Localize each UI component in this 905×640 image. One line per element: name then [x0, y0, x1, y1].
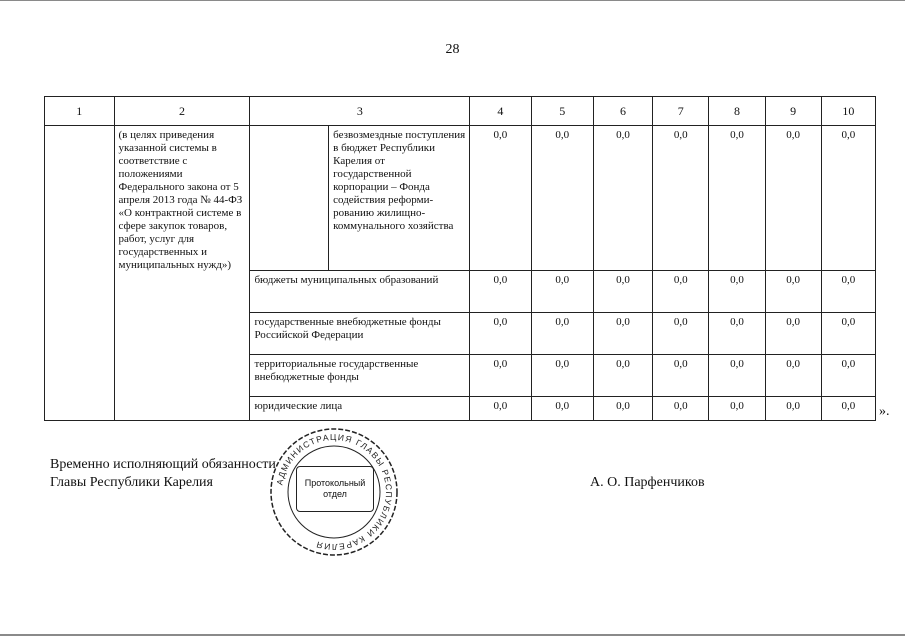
value-cell: 0,0 [531, 271, 593, 313]
scan-edge-bottom [0, 634, 905, 636]
closing-quote-mark: ». [879, 404, 890, 419]
value-cell: 0,0 [653, 355, 709, 397]
row-label: безвозмездные поступления в бюджет Республики Карелия от государственной корпорации – Фонда содействия реформи-рованию жилищно-коммунального хозяйства [329, 126, 470, 271]
header-cell: 3 [250, 97, 470, 126]
value-cell: 0,0 [821, 126, 875, 271]
empty-cell [45, 126, 115, 421]
stamp-inner-line1: Протокольный [304, 478, 366, 488]
value-cell: 0,0 [653, 397, 709, 421]
signer-name: А. О. Парфенчиков [590, 475, 705, 490]
value-cell: 0,0 [821, 397, 875, 421]
signer-title-line1: Временно исполняющий обязанности [50, 457, 276, 472]
header-cell: 9 [765, 97, 821, 126]
value-cell: 0,0 [470, 126, 531, 271]
header-cell: 4 [470, 97, 531, 126]
value-cell: 0,0 [821, 313, 875, 355]
header-cell: 7 [653, 97, 709, 126]
header-cell: 6 [593, 97, 652, 126]
signer-title-line2: Главы Республики Карелия [50, 475, 213, 490]
value-cell: 0,0 [531, 313, 593, 355]
value-cell: 0,0 [765, 271, 821, 313]
scan-edge-top [0, 0, 905, 1]
value-cell: 0,0 [531, 355, 593, 397]
value-cell: 0,0 [470, 271, 531, 313]
value-cell: 0,0 [709, 313, 765, 355]
value-cell: 0,0 [821, 271, 875, 313]
stamp-inner-line2: отдел [323, 489, 347, 499]
budget-table [44, 96, 876, 421]
value-cell: 0,0 [709, 397, 765, 421]
value-cell: 0,0 [653, 313, 709, 355]
header-cell: 1 [45, 97, 115, 126]
value-cell: 0,0 [765, 397, 821, 421]
value-cell: 0,0 [821, 355, 875, 397]
value-cell: 0,0 [653, 271, 709, 313]
page-number: 28 [445, 42, 460, 57]
value-cell: 0,0 [470, 397, 531, 421]
header-cell: 10 [821, 97, 875, 126]
value-cell: 0,0 [531, 126, 593, 271]
table-header-row [45, 97, 876, 126]
signer-title [50, 456, 276, 492]
header-cell: 2 [114, 97, 250, 126]
value-cell: 0,0 [470, 355, 531, 397]
official-stamp [268, 426, 400, 558]
table-row [45, 126, 876, 271]
empty-cell [250, 126, 329, 271]
value-cell: 0,0 [709, 355, 765, 397]
value-cell: 0,0 [470, 313, 531, 355]
header-cell: 5 [531, 97, 593, 126]
value-cell: 0,0 [593, 271, 652, 313]
measure-description: (в целях приведения указанной системы в соответствие с положениями Федерального закона от 5 апреля 2013 года № 44-ФЗ «О контрактной системе в сфере закупок товаров, работ, услуг для государственных и муниципальных нужд») [114, 126, 250, 421]
value-cell: 0,0 [709, 126, 765, 271]
value-cell: 0,0 [765, 355, 821, 397]
value-cell: 0,0 [593, 313, 652, 355]
value-cell: 0,0 [709, 271, 765, 313]
row-label: территориальные государственные внебюджетные фонды [250, 355, 470, 397]
stamp-ring-text: АДМИНИСТРАЦИЯ ГЛАВЫ РЕСПУБЛИКИ КАРЕЛИЯ [274, 431, 395, 553]
value-cell: 0,0 [765, 313, 821, 355]
value-cell: 0,0 [765, 126, 821, 271]
value-cell: 0,0 [531, 397, 593, 421]
row-label: юридические лица [250, 397, 470, 421]
row-label: государственные внебюджетные фонды Российской Федерации [250, 313, 470, 355]
value-cell: 0,0 [593, 126, 652, 271]
value-cell: 0,0 [593, 397, 652, 421]
header-cell: 8 [709, 97, 765, 126]
row-label: бюджеты муниципальных образований [250, 271, 470, 313]
value-cell: 0,0 [593, 355, 652, 397]
value-cell: 0,0 [653, 126, 709, 271]
stamp-inner-box [296, 466, 374, 512]
